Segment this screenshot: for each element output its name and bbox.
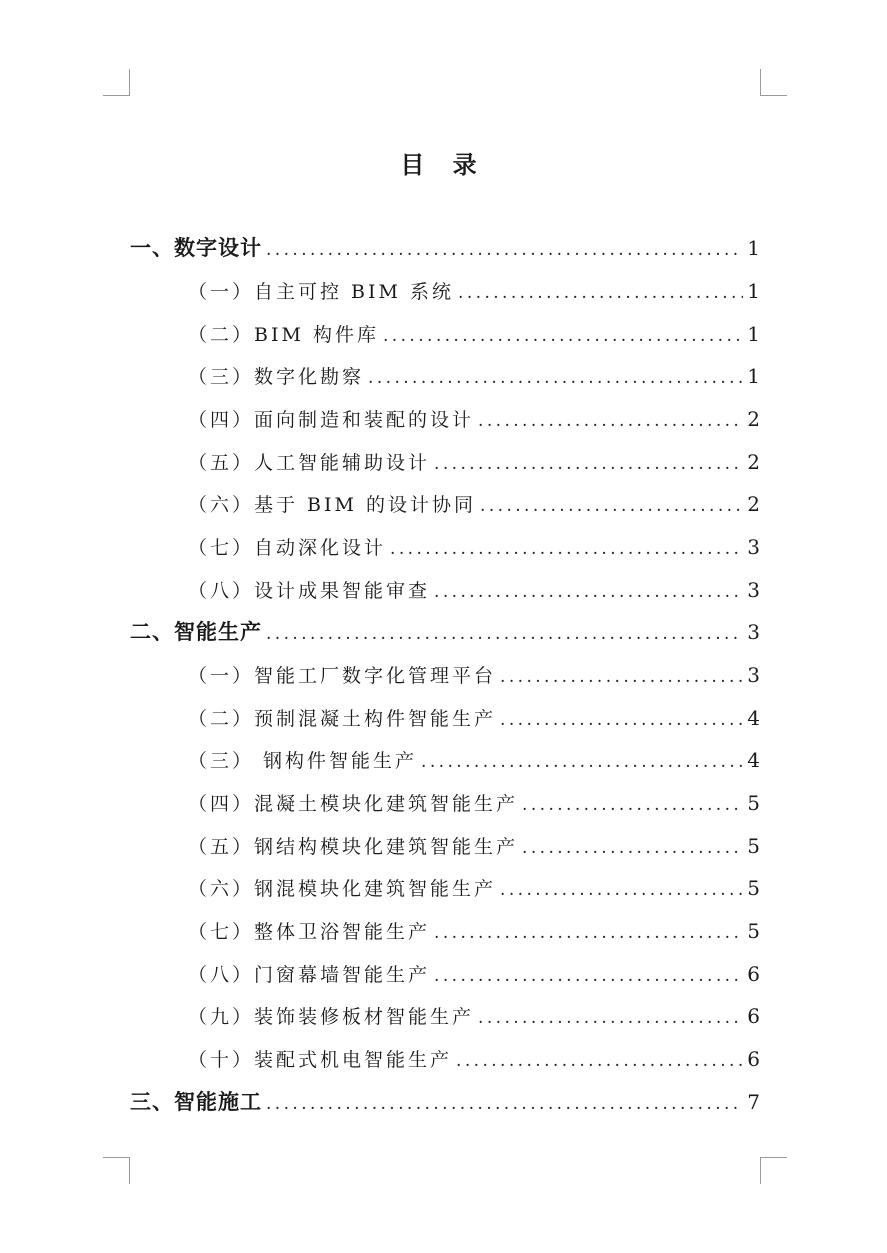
toc-page-number: 4 — [747, 748, 760, 772]
toc-page-number: 6 — [747, 1047, 760, 1071]
toc-section-entry[interactable] — [188, 355, 760, 397]
toc-page-number: 5 — [747, 791, 760, 815]
toc-entry-label: （七）自动深化设计 — [188, 537, 387, 559]
page-title: 目 录 — [400, 151, 487, 179]
toc-page-number: 3 — [747, 663, 760, 687]
toc-page-number: 1 — [747, 364, 760, 388]
dot-leader — [480, 485, 743, 527]
crop-mark-bottom-right — [760, 1157, 787, 1184]
toc-chapter-entry[interactable] — [130, 227, 760, 269]
toc-entry-label: 三、智能施工 — [130, 1090, 262, 1114]
toc-entry-label: （五）人工智能辅助设计 — [188, 452, 431, 474]
toc-page-number: 5 — [747, 919, 760, 943]
dot-leader — [266, 613, 743, 655]
toc-entry-label: （二）BIM 构件库 — [188, 324, 379, 346]
toc-page-number: 1 — [747, 236, 760, 260]
dot-leader — [500, 699, 743, 741]
toc-entry-label: （四）混凝土模块化建筑智能生产 — [188, 793, 519, 815]
toc-section-entry[interactable] — [188, 313, 760, 355]
toc-entry-label: （十）装配式机电智能生产 — [188, 1049, 453, 1071]
crop-mark-top-right — [760, 69, 787, 96]
dot-leader — [478, 997, 743, 1039]
toc-page-number: 2 — [747, 407, 760, 431]
crop-mark-top-left — [103, 69, 130, 96]
toc-section-entry[interactable] — [188, 569, 760, 611]
dot-leader — [522, 827, 743, 869]
toc-entry-label: （一）智能工厂数字化管理平台 — [188, 665, 497, 687]
toc-page-number: 5 — [747, 834, 760, 858]
dot-leader — [266, 229, 743, 271]
toc-section-entry[interactable] — [188, 654, 760, 696]
toc-page-number: 1 — [747, 322, 760, 346]
toc-page-number: 2 — [747, 450, 760, 474]
toc-entry-label: （八）设计成果智能审查 — [188, 580, 431, 602]
dot-leader — [500, 656, 743, 698]
toc-entry-label: （三） 钢构件智能生产 — [188, 750, 418, 772]
toc-section-entry[interactable] — [188, 398, 760, 440]
toc-page-number: 5 — [747, 876, 760, 900]
toc-page-number: 3 — [747, 620, 760, 644]
toc-entry-label: （六）钢混模块化建筑智能生产 — [188, 878, 497, 900]
toc-section-entry[interactable] — [188, 825, 760, 867]
toc-section-entry[interactable] — [188, 697, 760, 739]
toc-page-number: 2 — [747, 492, 760, 516]
dot-leader — [390, 528, 743, 570]
toc-page-number: 3 — [747, 535, 760, 559]
toc-page-number: 3 — [747, 578, 760, 602]
dot-leader — [434, 912, 743, 954]
toc-section-entry[interactable] — [188, 441, 760, 483]
toc-section-entry[interactable] — [188, 910, 760, 952]
dot-leader — [383, 315, 743, 357]
toc-page-number: 7 — [747, 1090, 760, 1114]
toc-section-entry[interactable] — [188, 867, 760, 909]
dot-leader — [368, 357, 743, 399]
toc-section-entry[interactable] — [188, 1038, 760, 1080]
toc-entry-label: 二、智能生产 — [130, 620, 262, 644]
dot-leader — [458, 272, 743, 314]
toc-entry-label: （二）预制混凝土构件智能生产 — [188, 708, 497, 730]
toc-section-entry[interactable] — [188, 270, 760, 312]
toc-page-number: 6 — [747, 1004, 760, 1028]
toc-page-number: 6 — [747, 962, 760, 986]
toc-section-entry[interactable] — [188, 995, 760, 1037]
dot-leader — [434, 955, 743, 997]
dot-leader — [434, 443, 743, 485]
toc-section-entry[interactable] — [188, 526, 760, 568]
toc-chapter-entry[interactable] — [130, 1081, 760, 1123]
toc-entry-label: （六）基于 BIM 的设计协同 — [188, 494, 477, 516]
dot-leader — [421, 741, 743, 783]
toc-page-number: 4 — [747, 706, 760, 730]
dot-leader — [522, 784, 743, 826]
toc-section-entry[interactable] — [188, 739, 760, 781]
dot-leader — [434, 571, 743, 613]
dot-leader — [478, 400, 743, 442]
toc-entry-label: 一、数字设计 — [130, 236, 262, 260]
toc-section-entry[interactable] — [188, 483, 760, 525]
toc-chapter-entry[interactable] — [130, 611, 760, 653]
dot-leader — [266, 1083, 743, 1125]
toc-entry-label: （四）面向制造和装配的设计 — [188, 409, 475, 431]
dot-leader — [456, 1040, 743, 1082]
toc-section-entry[interactable] — [188, 953, 760, 995]
dot-leader — [500, 869, 743, 911]
toc-entry-label: （一）自主可控 BIM 系统 — [188, 281, 455, 303]
toc-page-number: 1 — [747, 279, 760, 303]
toc-entry-label: （五）钢结构模块化建筑智能生产 — [188, 836, 519, 858]
toc-entry-label: （八）门窗幕墙智能生产 — [188, 964, 431, 986]
crop-mark-bottom-left — [103, 1157, 130, 1184]
toc-entry-label: （九）装饰装修板材智能生产 — [188, 1006, 475, 1028]
toc-entry-label: （七）整体卫浴智能生产 — [188, 921, 431, 943]
toc-section-entry[interactable] — [188, 782, 760, 824]
toc-entry-label: （三）数字化勘察 — [188, 366, 365, 388]
